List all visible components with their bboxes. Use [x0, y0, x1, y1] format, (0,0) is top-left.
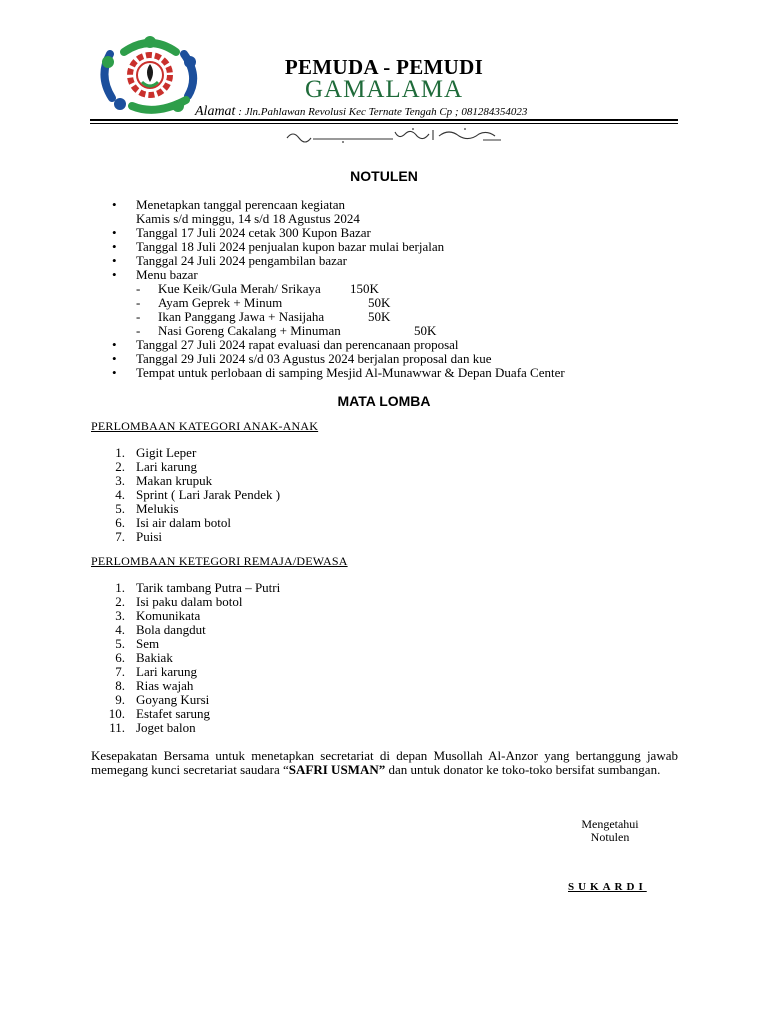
header-divider-thin [90, 123, 678, 124]
notulen-list [108, 198, 708, 380]
anak-competition-list [108, 446, 280, 544]
list-item: • Tanggal 24 Juli 2024 pengambilan bazar [112, 253, 348, 268]
list-item: 10. Estafet sarung [108, 706, 211, 721]
list-item: 5. Melukis [115, 501, 179, 516]
organization-title: PEMUDA - PEMUDI [284, 55, 484, 79]
list-item: 5. Sem [115, 636, 160, 651]
header-divider-thick [90, 119, 678, 121]
list-item: • Tanggal 27 Juli 2024 rapat evaluasi dan perencanaan proposal [112, 337, 459, 352]
list-item: 4. Bola dangdut [115, 622, 206, 637]
dewasa-competition-list [108, 581, 280, 735]
list-item: • Menetapkan tanggal perencaan kegiatan Kamis s/d minggu, 14 s/d 18 Agustus 2024 [112, 197, 360, 226]
address-text: : Jln.Pahlawan Revolusi Kec Ternate Tengah Cp ; 081284354023 [235, 106, 528, 118]
list-item: • Tanggal 29 Juli 2024 s/d 03 Agustus 2024 berjalan proposal dan kue [112, 351, 492, 366]
secretariat-holder-name: SAFRI USMAN” [288, 762, 386, 777]
closing-paragraph: Kesepakatan Bersama untuk menetapkan secretariat di depan Musollah Al-Anzor yang bertanggung jawab memegang kunci secretariat saudara “SAFRI USMAN” dan untuk donator ke toko-toko bersifat sumbangan. [91, 748, 678, 777]
list-item: • Menu bazar - Kue Keik/Gula Merah/ Srikaya 150K - Ayam Geprek + Minum 50K - Ikan Panggang Jawa + Nasijaha 50K - Nasi Goreng Cakalang + Minuman 50K [108, 268, 708, 338]
list-item: 6. Isi air dalam botol [115, 515, 231, 530]
bullet-icon: • [112, 197, 117, 212]
signature-role: Notulen [590, 830, 630, 844]
organization-name: GAMALAMA [305, 76, 463, 103]
list-item: • Tempat untuk perlobaan di samping Mesjid Al-Munawwar & Depan Duafa Center [112, 365, 565, 380]
menu-item: - Ayam Geprek + Minum 50K [136, 295, 391, 310]
list-item: 7. Puisi [115, 529, 163, 544]
list-item: 11. Joget balon [109, 720, 196, 735]
bullet-icon: • [112, 253, 117, 268]
notulen-heading: NOTULEN [350, 168, 418, 184]
list-item: 2. Lari karung [115, 459, 198, 474]
bullet-icon: • [112, 351, 117, 366]
list-item: 9. Goyang Kursi [115, 692, 210, 707]
menu-bazar-list [136, 282, 708, 338]
menu-item: - Nasi Goreng Cakalang + Minuman 50K [136, 323, 437, 338]
list-item: 7. Lari karung [115, 664, 198, 679]
address-label: Alamat [195, 104, 236, 119]
address-line [195, 104, 527, 120]
list-item: 3. Komunikata [115, 608, 201, 623]
bullet-icon: • [112, 267, 117, 282]
signer-name: SUKARDI [568, 881, 647, 893]
list-item: 1. Gigit Leper [115, 445, 197, 460]
bullet-icon: • [112, 225, 117, 240]
anak-section-title: PERLOMBAAN KATEGORI ANAK-ANAK [91, 419, 319, 433]
list-item: 6. Bakiak [115, 650, 173, 665]
menu-item: - Kue Keik/Gula Merah/ Srikaya 150K [136, 281, 379, 296]
dewasa-section-title: PERLOMBAAN KETEGORI REMAJA/DEWASA [91, 554, 348, 568]
bullet-icon: • [112, 337, 117, 352]
mata-lomba-heading: MATA LOMBA [337, 393, 431, 409]
bullet-icon: • [112, 239, 117, 254]
signature-caption: Mengetahui [581, 817, 639, 831]
bismillah-calligraphy [283, 126, 505, 144]
list-item: • Tanggal 18 Juli 2024 penjualan kupon bazar mulai berjalan [112, 239, 445, 254]
menu-item: - Ikan Panggang Jawa + Nasijaha 50K [136, 309, 391, 324]
list-item: 8. Rias wajah [115, 678, 194, 693]
list-item: 2. Isi paku dalam botol [115, 594, 243, 609]
list-item: • Tanggal 17 Juli 2024 cetak 300 Kupon Bazar [112, 225, 371, 240]
list-item: 4. Sprint ( Lari Jarak Pendek ) [115, 487, 281, 502]
list-item: 1. Tarik tambang Putra – Putri [115, 580, 281, 595]
list-item: 3. Makan krupuk [115, 473, 213, 488]
bullet-icon: • [112, 365, 117, 380]
